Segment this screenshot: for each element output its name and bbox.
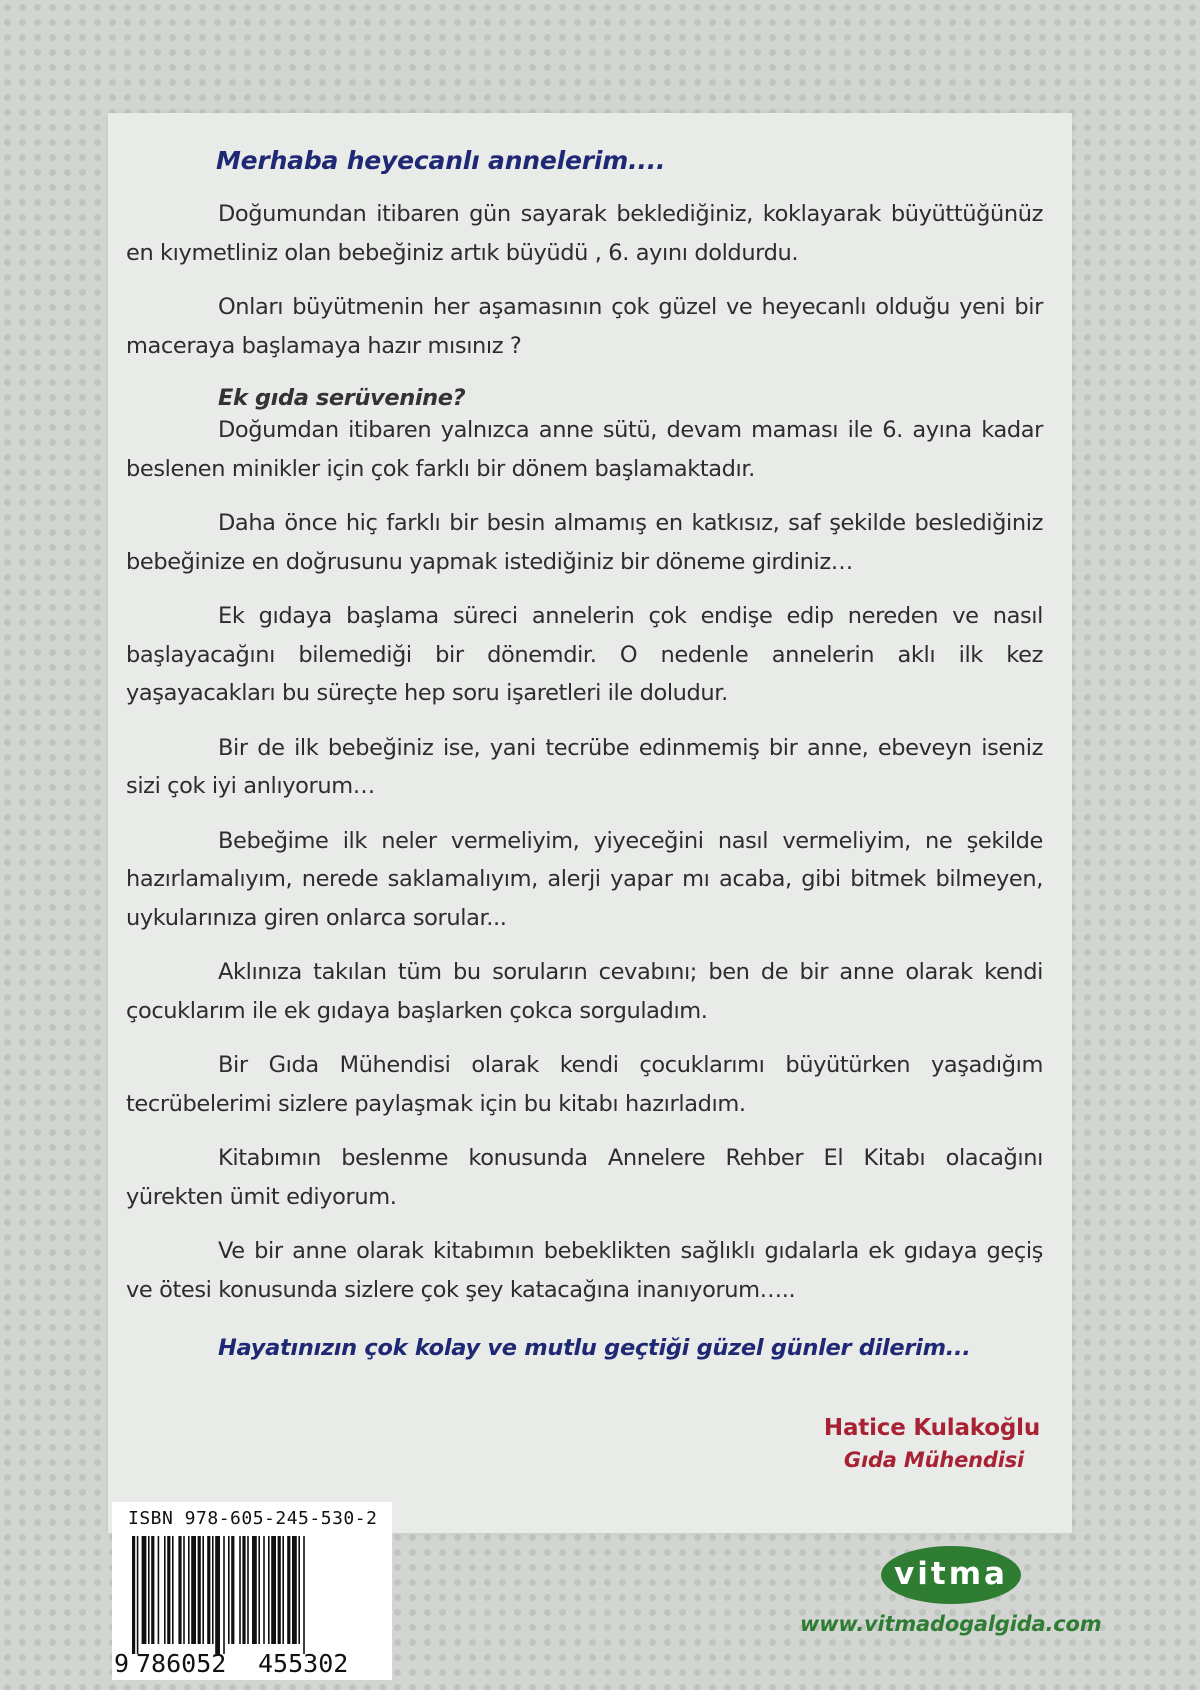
barcode-bar	[172, 1536, 174, 1644]
barcode-bar	[151, 1536, 154, 1644]
paragraph: Aklınıza takılan tüm bu soruların cevabını; ben de bir anne olarak kendi çocuklarım ile ek gıdaya başlarken çokca sorguladım.	[126, 959, 1043, 1024]
paragraph: Bir Gıda Mühendisi olarak kendi çocuklarımı büyütürken yaşadığım tecrübelerimi sizlere paylaşmak için bu kitabı hazırladım.	[126, 1052, 1043, 1117]
barcode-bar	[231, 1536, 234, 1644]
barcode-bar	[228, 1536, 230, 1644]
paragraph: Doğumundan itibaren gün sayarak beklediğiniz, koklayarak büyüttüğünüz en kıymetliniz olan bebeğiniz artık büyüdü , 6. ayını doldurdu.	[126, 201, 1043, 266]
author-name: Hatice Kulakoğlu	[823, 1415, 1040, 1441]
barcode-bar	[215, 1536, 220, 1654]
paragraph: Ve bir anne olarak kitabımın bebeklikten sağlıklı gıdalarla ek gıdaya geçiş ve ötesi konusunda sizlere çok şey katacağına inanıyorum…..	[126, 1238, 1043, 1303]
barcode-bar	[242, 1536, 245, 1644]
barcode-bar	[178, 1536, 181, 1644]
website-url: www.vitmadogalgida.com	[800, 1612, 1102, 1636]
barcode-bar	[282, 1536, 284, 1644]
author-title: Gıda Mühendisi	[843, 1448, 1024, 1472]
paragraph: Bir de ilk bebeğiniz ise, yani tecrübe edinmemiş bir anne, ebeveyn iseniz sizi çok iyi anlıyorum…	[126, 734, 1043, 799]
barcode-bar	[207, 1536, 210, 1644]
barcode-bar	[298, 1536, 300, 1644]
barcode-digit-lead: 9	[114, 1649, 130, 1678]
paragraph: Doğumdan itibaren yalnızca anne sütü, devam maması ile 6. ayına kadar beslenen minikler için çok farklı bir dönem başlamaktadır.	[126, 417, 1043, 482]
barcode-bar	[268, 1536, 270, 1644]
barcode-bar	[271, 1536, 276, 1644]
barcode-bar	[148, 1536, 150, 1644]
barcode-bar	[247, 1536, 249, 1644]
barcode-bar	[303, 1536, 305, 1654]
paragraph: Bebeğime ilk neler vermeliyim, yiyeceğini nasıl vermeliyim, ne şekilde hazırlamalıyım, nerede saklamalıyım, alerji yapar mı acaba, gibi bitmek bilmeyen, uykularınıza giren onlarca sorular...	[126, 827, 1043, 931]
barcode-bar	[278, 1536, 281, 1644]
barcode-bar	[252, 1536, 257, 1644]
barcode-bar	[158, 1536, 160, 1644]
signature-block	[824, 1412, 1040, 1476]
paragraph: Onları büyütmenin her aşamasının çok güzel ve heyecanlı olduğu yeni bir maceraya başlamaya hazır mısınız ?	[126, 294, 1043, 359]
barcode-bar	[202, 1536, 204, 1644]
barcode-digit-right-group: 455302	[258, 1649, 349, 1678]
subheading: Ek gıda serüvenine?	[218, 385, 466, 411]
paragraph: Kitabımın beslenme konusunda Annelere Rehber El Kitabı olacağını yürekten ümit ediyorum.	[126, 1145, 1043, 1210]
letter-body	[126, 143, 1043, 1368]
paragraph: Daha önce hiç farklı bir besin almamış en katkısız, saf şekilde beslediğiniz bebeğinize en doğrusunu yapmak istediğiniz bir döneme girdiniz…	[126, 510, 1043, 575]
barcode-bar	[142, 1536, 147, 1644]
vitma-logo	[880, 1545, 1022, 1605]
barcode-bar	[239, 1536, 241, 1644]
barcode-bar	[191, 1536, 196, 1644]
barcode-bar	[167, 1536, 170, 1644]
barcode-bar	[137, 1536, 139, 1654]
closing-line: Hayatınızın çok kolay ve mutlu geçtiği güzel günler dilerim...	[218, 1335, 971, 1361]
barcode-bar	[223, 1536, 225, 1654]
barcode-bar	[287, 1536, 290, 1644]
barcode-bar	[198, 1536, 201, 1644]
barcode-bar	[292, 1536, 297, 1644]
logo-text: vitma	[894, 1556, 1008, 1592]
barcode-bar	[263, 1536, 265, 1644]
barcode-bar	[188, 1536, 190, 1644]
barcode-bar	[258, 1536, 260, 1644]
greeting-heading: Merhaba heyecanlı annelerim....	[216, 146, 666, 175]
barcode-bar	[183, 1536, 185, 1644]
isbn-label: ISBN 978-605-245-530-2	[128, 1508, 378, 1529]
barcode-bar	[164, 1536, 166, 1644]
paragraph: Ek gıdaya başlama süreci annelerin çok endişe edip nereden ve nasıl başlayacağını bilemediği bir dönemdir. O nedenle annelerin aklı ilk kez yaşayacakları bu süreçte hep soru işaretleri ile doludur.	[126, 603, 1043, 706]
isbn-barcode	[112, 1502, 392, 1680]
barcode-bar	[132, 1536, 135, 1654]
barcode-digit-left-group: 786052	[136, 1649, 227, 1678]
barcode-bar	[212, 1536, 214, 1644]
